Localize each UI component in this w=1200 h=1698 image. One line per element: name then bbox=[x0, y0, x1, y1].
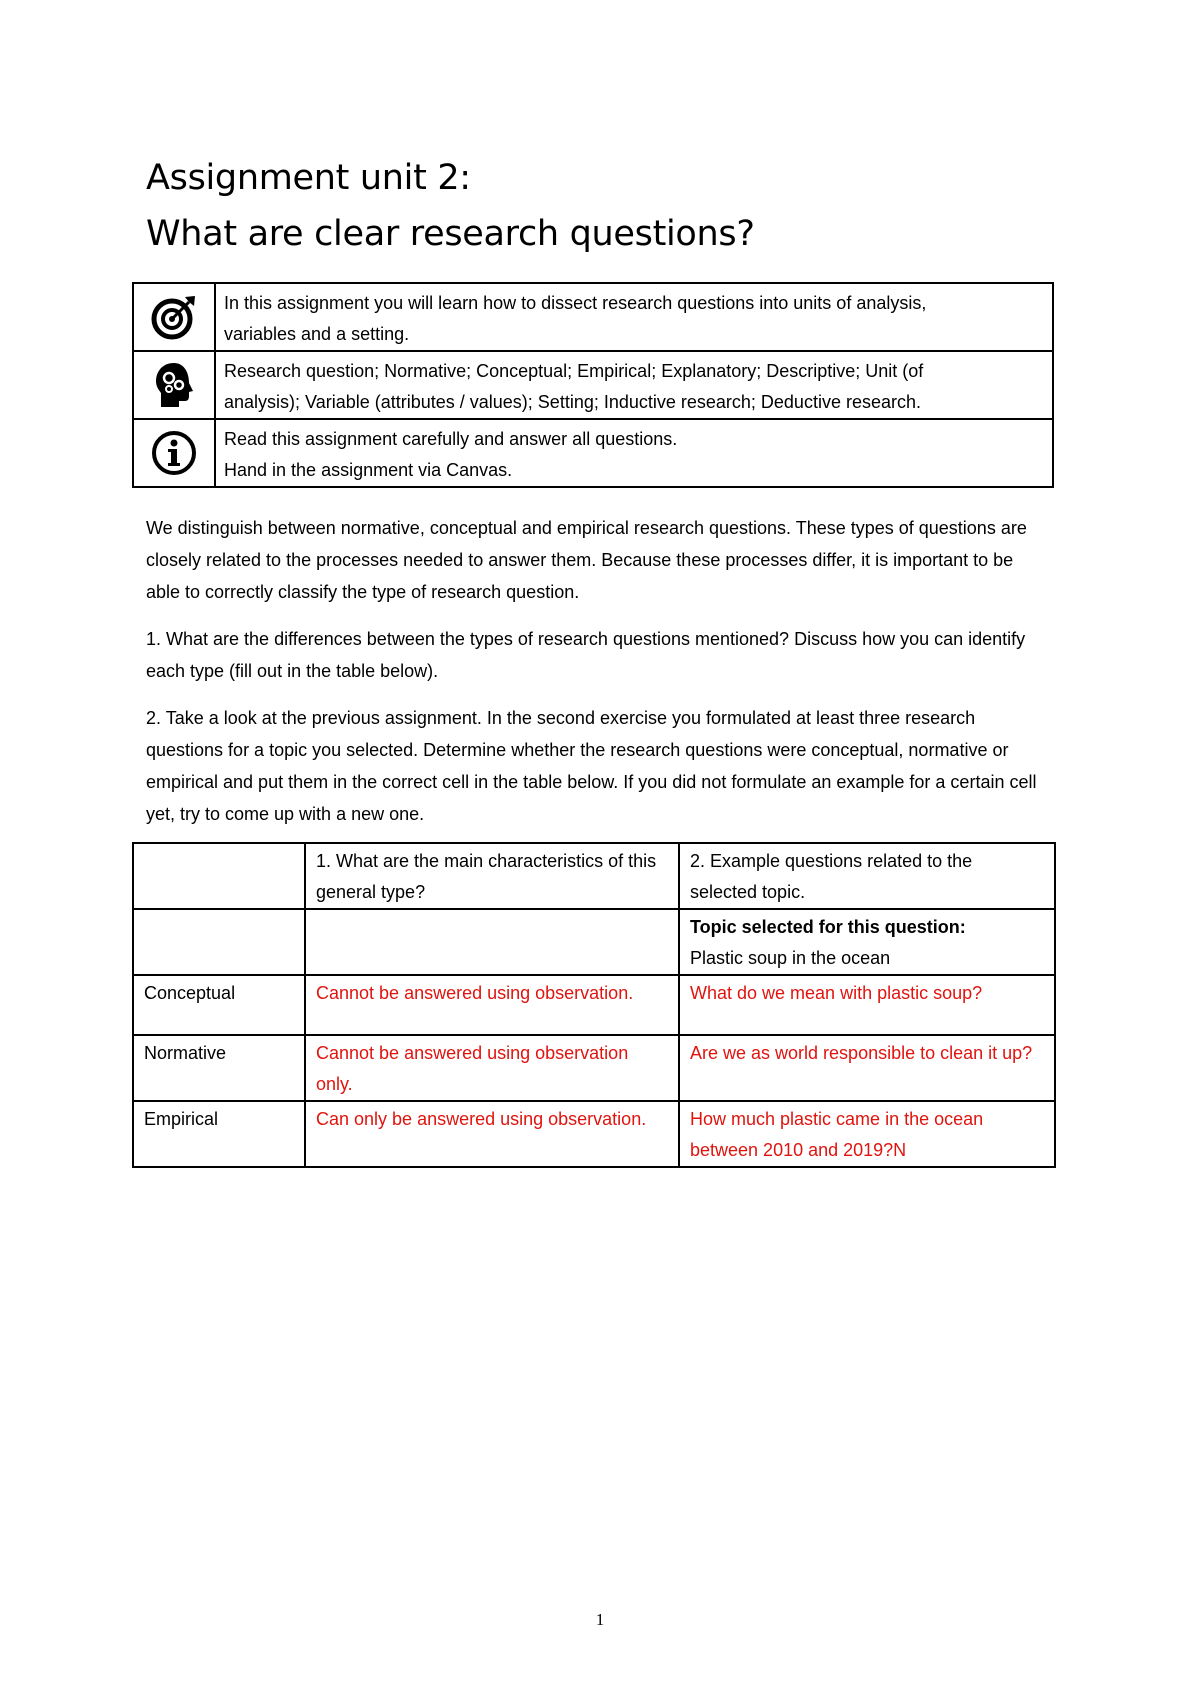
row-characteristic: Can only be answered using observation. bbox=[305, 1101, 679, 1167]
topic-cell bbox=[679, 909, 1055, 975]
info-icon-cell bbox=[133, 351, 215, 419]
target-icon bbox=[134, 294, 214, 340]
topic-label: Topic selected for this question: bbox=[690, 917, 966, 937]
row-example: Are we as world responsible to clean it up? bbox=[679, 1035, 1055, 1101]
row-example: What do we mean with plastic soup? bbox=[679, 975, 1055, 1035]
question-1-text: What are the differences between the types of research questions mentioned? Discuss how you can identify each type (fill out in the table below). bbox=[146, 629, 1026, 681]
question-2-number: 2. bbox=[146, 708, 162, 728]
info-row-instructions bbox=[133, 419, 1053, 487]
header-empty-cell bbox=[133, 843, 305, 909]
instructions-line-2: Hand in the assignment via Canvas. bbox=[224, 460, 513, 480]
body-text bbox=[146, 512, 1051, 845]
title-line-1: Assignment unit 2: bbox=[146, 158, 471, 198]
objective-line-1: In this assignment you will learn how to dissect research questions into units of analysis, bbox=[224, 293, 927, 313]
row-type: Empirical bbox=[133, 1101, 305, 1167]
instructions-text bbox=[215, 419, 1053, 487]
info-icon bbox=[134, 430, 214, 476]
row-type: Normative bbox=[133, 1035, 305, 1101]
info-row-objective bbox=[133, 283, 1053, 351]
header-characteristics: 1. What are the main characteristics of this general type? bbox=[305, 843, 679, 909]
instructions-line-1: Read this assignment carefully and answer all questions. bbox=[224, 429, 678, 449]
page-number: 1 bbox=[595, 1610, 605, 1629]
info-icon-cell bbox=[133, 283, 215, 351]
head-gears-icon bbox=[134, 360, 214, 410]
keywords-line-2: analysis); Variable (attributes / values); Setting; Inductive research; Deductive research. bbox=[224, 392, 921, 412]
keywords-text bbox=[215, 351, 1053, 419]
objective-text bbox=[215, 283, 1053, 351]
row-characteristic: Cannot be answered using observation only. bbox=[305, 1035, 679, 1101]
question-2 bbox=[146, 702, 1051, 830]
row-type: Conceptual bbox=[133, 975, 305, 1035]
question-1-number: 1. bbox=[146, 629, 162, 649]
question-1 bbox=[146, 623, 1051, 687]
header-examples: 2. Example questions related to the selected topic. bbox=[679, 843, 1055, 909]
topic-empty-cell bbox=[305, 909, 679, 975]
table-row bbox=[133, 1035, 1055, 1101]
info-icon-cell bbox=[133, 419, 215, 487]
topic-empty-cell bbox=[133, 909, 305, 975]
table-topic-row bbox=[133, 909, 1055, 975]
question-2-text: Take a look at the previous assignment. In the second exercise you formulated at least three research questions for a topic you selected. Determine whether the research questions were conceptual, normative or empirical and put them in the correct cell in the table below. If you did not formulate an example for a certain cell yet, try to come up with a new one. bbox=[146, 708, 1037, 824]
question-types-table bbox=[132, 842, 1056, 1168]
table-row bbox=[133, 975, 1055, 1035]
row-example: How much plastic came in the ocean between 2010 and 2019?N bbox=[679, 1101, 1055, 1167]
page-title bbox=[146, 150, 1066, 262]
topic-value: Plastic soup in the ocean bbox=[690, 948, 891, 968]
row-characteristic: Cannot be answered using observation. bbox=[305, 975, 679, 1035]
objective-line-2: variables and a setting. bbox=[224, 324, 410, 344]
keywords-line-1: Research question; Normative; Conceptual; Empirical; Explanatory; Descriptive; Unit (of bbox=[224, 361, 924, 381]
table-row bbox=[133, 1101, 1055, 1167]
table-header-row bbox=[133, 843, 1055, 909]
intro-paragraph: We distinguish between normative, conceptual and empirical research questions. These types of questions are closely related to the processes needed to answer them. Because these processes differ, it is important to be able to correctly classify the type of research question. bbox=[146, 518, 1027, 602]
title-line-2: What are clear research questions? bbox=[146, 214, 755, 254]
info-box bbox=[132, 282, 1054, 488]
info-row-keywords bbox=[133, 351, 1053, 419]
